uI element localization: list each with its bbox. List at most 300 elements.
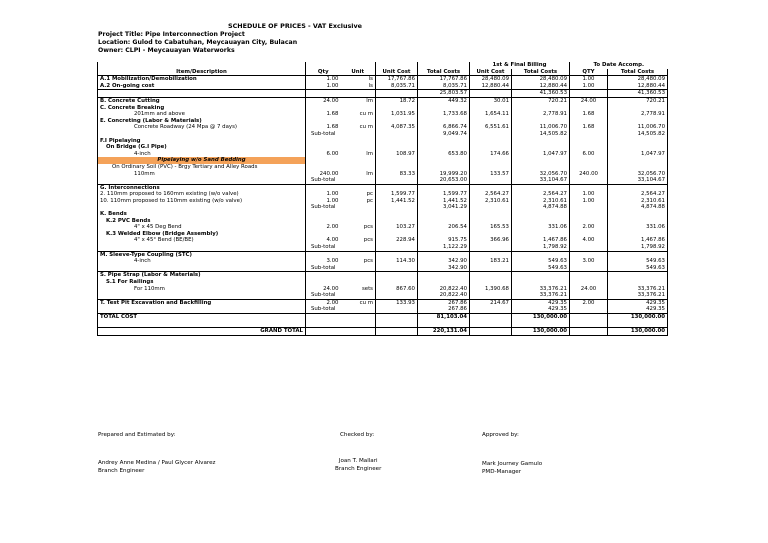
cell-todate-total-cost: 331.06	[608, 224, 668, 231]
prepared-label: Prepared and Estimated by:	[98, 432, 176, 438]
cell-item	[98, 90, 306, 98]
unit-cost-header: Unit Cost	[376, 69, 418, 76]
cell-billing-total-cost	[512, 138, 570, 145]
cell-unit	[341, 118, 376, 125]
cell-unit: pcs	[363, 237, 373, 244]
cell-unit-cost: 83.33	[376, 171, 418, 178]
cell-todate-qty	[570, 164, 608, 171]
cell-billing-total-cost: 14,505.82	[512, 131, 570, 138]
cell-billing-total-cost	[512, 272, 570, 279]
cell-billing-unit-cost	[470, 118, 512, 125]
cell-qty	[306, 184, 341, 191]
cell-total-cost: 20,653.00	[418, 177, 470, 184]
project-owner: Owner: CLPI - Meycauayan Waterworks	[98, 47, 235, 54]
cell-qty: 4.00	[306, 237, 341, 244]
cell-unit-cost: 1,031.95	[376, 111, 418, 118]
cell-total-cost: 81,103.04	[418, 313, 470, 320]
cell-item: K. Bends	[98, 211, 306, 218]
cell-qty: Sub-total	[306, 244, 341, 251]
cell-billing-total-cost: 429.35	[512, 306, 570, 313]
cell-qty	[306, 157, 341, 164]
table-row	[98, 258, 668, 265]
cell-billing-unit-cost	[470, 144, 512, 151]
schedule-table	[97, 62, 668, 336]
table-row	[98, 328, 668, 336]
cell-total-cost: 206.54	[418, 224, 470, 231]
cell-todate-total-cost: 1,047.97	[608, 151, 668, 158]
cell-total-cost: 1,733.68	[418, 111, 470, 118]
cell-item: A.1 Mobilization/Demobilization	[98, 76, 306, 83]
cell-total-cost: 1,599.77	[418, 191, 470, 198]
prepared-name: Andrey Anne Medina / Paul Glycer Alvarez	[98, 460, 216, 466]
cell-unit	[341, 251, 376, 258]
cell-qty: Sub-total	[306, 131, 341, 138]
cell-todate-total-cost: 429.35	[608, 299, 668, 306]
unit-header: Unit	[351, 68, 365, 75]
cell-qty	[306, 251, 341, 258]
table-row	[98, 191, 668, 198]
todate-header: To Date Accomp.	[570, 62, 668, 69]
cell-billing-total-cost: 41,360.53	[512, 90, 570, 98]
cell-billing-unit-cost	[470, 231, 512, 238]
cell-billing-unit-cost: 366.96	[470, 237, 512, 244]
prepared-signatory	[98, 460, 215, 475]
table-row	[98, 218, 668, 225]
table-row	[98, 211, 668, 218]
cell-billing-unit-cost	[470, 177, 512, 184]
cell-todate-qty: 24.00	[570, 286, 608, 293]
cell-qty: Sub-total	[306, 204, 341, 211]
cell-unit: pc	[366, 197, 373, 204]
table-row	[98, 177, 668, 184]
cell-todate-total-cost: 720.21	[608, 97, 668, 104]
cell-billing-total-cost: 33,376.21	[512, 286, 570, 293]
cell-unit-cost	[376, 231, 418, 238]
cell-billing-total-cost: 1,798.92	[512, 244, 570, 251]
cell-todate-qty	[570, 105, 608, 112]
cell-billing-total-cost: 33,376.21	[512, 292, 570, 299]
cell-item: E. Concreting (Labor & Materials)	[98, 118, 306, 125]
cell-qty	[306, 231, 341, 238]
cell-qty	[306, 321, 341, 328]
approved-title: PMD-Manager	[482, 468, 522, 475]
approved-signatory	[482, 461, 542, 476]
cell-unit	[341, 131, 376, 138]
table-row	[98, 313, 668, 320]
table-row	[98, 306, 668, 313]
todate-qty-header: QTY	[570, 69, 608, 76]
cell-qty	[306, 164, 341, 171]
cell-todate-qty: 3.00	[570, 258, 608, 265]
cell-billing-total-cost	[512, 184, 570, 191]
cell-qty: 24.00	[306, 97, 341, 104]
cell-todate-qty	[570, 157, 608, 164]
cell-billing-unit-cost	[470, 272, 512, 279]
cell-item: C. Concrete Breaking	[98, 105, 306, 112]
cell-billing-unit-cost	[470, 321, 512, 328]
table-row	[98, 90, 668, 98]
cell-billing-unit-cost	[470, 90, 512, 98]
cell-billing-unit-cost: 12,880.44	[470, 83, 512, 90]
cell-total-cost	[418, 144, 470, 151]
cell-todate-total-cost: 33,376.21	[608, 286, 668, 293]
cell-todate-qty	[570, 118, 608, 125]
checked-name: Joan T. Mallari	[338, 458, 378, 464]
cell-qty	[306, 211, 341, 218]
cell-todate-total-cost	[608, 157, 668, 164]
cell-qty: 1.68	[306, 124, 341, 131]
cell-todate-total-cost: 2,564.27	[608, 191, 668, 198]
project-title: Project Title: Pipe Interconnection Project	[98, 31, 245, 38]
cell-unit-cost: 108.97	[376, 151, 418, 158]
cell-unit: lm	[366, 150, 373, 157]
cell-unit-cost	[376, 105, 418, 112]
cell-unit	[341, 90, 376, 98]
cell-unit-cost	[376, 204, 418, 211]
cell-unit-cost	[376, 164, 418, 171]
cell-item: F.I Pipelaying	[98, 138, 306, 145]
qty-header: Qty	[306, 69, 341, 76]
cell-todate-total-cost	[608, 272, 668, 279]
table-row	[98, 299, 668, 306]
cell-todate-total-cost	[608, 218, 668, 225]
cell-total-cost: 20,822.40	[418, 292, 470, 299]
cell-unit-cost: 1,599.77	[376, 191, 418, 198]
cell-billing-unit-cost: 214.67	[470, 299, 512, 306]
approved-name: Mark Journey Gamulo	[482, 461, 543, 467]
cell-todate-total-cost: 2,310.61	[608, 198, 668, 205]
cell-qty: 1.00	[306, 83, 341, 90]
cell-unit	[341, 279, 376, 286]
cell-unit: ls	[368, 76, 373, 83]
table-row	[98, 171, 668, 178]
cell-qty: Sub-total	[306, 292, 341, 299]
table-row	[98, 164, 668, 171]
cell-unit: ls	[368, 82, 373, 89]
cell-total-cost	[418, 138, 470, 145]
cell-total-cost	[418, 164, 470, 171]
cell-billing-unit-cost	[470, 313, 512, 320]
cell-billing-unit-cost	[470, 184, 512, 191]
table-row	[98, 76, 668, 83]
cell-item: 4" x 45° Bend (BE/BE)	[98, 237, 306, 244]
cell-billing-unit-cost	[470, 211, 512, 218]
cell-todate-total-cost: 41,360.53	[608, 90, 668, 98]
cell-todate-qty: 2.00	[570, 224, 608, 231]
table-row	[98, 118, 668, 125]
cell-item: 110mm	[98, 171, 306, 178]
cell-item: Pipelaying w/o Sand Bedding	[98, 157, 306, 164]
cell-item: For 110mm	[98, 286, 306, 293]
cell-total-cost	[418, 272, 470, 279]
cell-qty: 2.00	[306, 299, 341, 306]
cell-todate-qty	[570, 177, 608, 184]
cell-todate-total-cost	[608, 279, 668, 286]
table-row	[98, 157, 668, 164]
cell-qty	[306, 138, 341, 145]
cell-item	[98, 292, 306, 299]
cell-item: 4-inch	[98, 151, 306, 158]
cell-todate-qty	[570, 279, 608, 286]
cell-item: K.3 Welded Elbow (Bridge Assembly)	[98, 231, 306, 238]
cell-billing-unit-cost	[470, 164, 512, 171]
cell-item: On Bridge (G.I Pipe)	[98, 144, 306, 151]
table-row	[98, 244, 668, 251]
cell-todate-total-cost	[608, 105, 668, 112]
table-row	[98, 292, 668, 299]
cell-qty: 1.00	[306, 198, 341, 205]
cell-todate-total-cost: 33,376.21	[608, 292, 668, 299]
total-costs-header: Total Costs	[418, 69, 470, 76]
cell-item	[98, 177, 306, 184]
cell-unit	[341, 138, 376, 145]
cell-item: A.2 On-going cost	[98, 83, 306, 90]
cell-total-cost: 267.86	[418, 299, 470, 306]
cell-billing-unit-cost: 2,310.61	[470, 198, 512, 205]
table-row	[98, 111, 668, 118]
cell-todate-qty: 4.00	[570, 237, 608, 244]
cell-unit: lm	[366, 170, 373, 177]
cell-unit	[341, 105, 376, 112]
cell-item: On Ordinary Soil (PVC) - Brgy Tertiary and Alley Roads	[98, 164, 306, 171]
cell-todate-qty	[570, 184, 608, 191]
billing-unit-cost-header: Unit Cost	[470, 69, 512, 76]
cell-unit: sets	[361, 285, 373, 292]
cell-todate-total-cost	[608, 321, 668, 328]
cell-todate-total-cost: 14,505.82	[608, 131, 668, 138]
cell-item: G. Interconnections	[98, 184, 306, 191]
cell-item	[98, 306, 306, 313]
cell-item: K.2 PVC Bends	[98, 218, 306, 225]
cell-billing-unit-cost	[470, 218, 512, 225]
cell-qty: Sub-total	[306, 306, 341, 313]
schedule-rows	[98, 76, 668, 336]
cell-todate-qty	[570, 272, 608, 279]
cell-total-cost	[418, 157, 470, 164]
cell-billing-unit-cost	[470, 204, 512, 211]
cell-unit-cost	[376, 279, 418, 286]
checked-title: Branch Engineer	[335, 465, 382, 472]
project-location: Location: Gulod to Cabatuhan, Meycauayan City, Bulacan	[98, 39, 298, 46]
cell-unit: pc	[366, 191, 373, 198]
prepared-title: Branch Engineer	[98, 467, 145, 474]
cell-unit	[341, 292, 376, 299]
cell-unit-cost	[376, 131, 418, 138]
cell-total-cost: 653.80	[418, 151, 470, 158]
cell-billing-unit-cost	[470, 279, 512, 286]
cell-todate-qty: 1.68	[570, 111, 608, 118]
cell-item: 2. 110mm proposed to 160mm existing (w/o valve)	[98, 191, 306, 198]
cell-billing-total-cost: 720.21	[512, 97, 570, 104]
cell-item	[98, 321, 306, 328]
table-row	[98, 224, 668, 231]
cell-unit-cost	[376, 265, 418, 272]
cell-billing-unit-cost: 133.57	[470, 171, 512, 178]
cell-billing-unit-cost: 1,390.68	[470, 286, 512, 293]
cell-item: T. Test Pit Excavation and Backfilling	[98, 299, 306, 306]
table-row	[98, 105, 668, 112]
cell-todate-total-cost: 549.63	[608, 258, 668, 265]
cell-unit-cost	[376, 138, 418, 145]
cell-qty: 1.68	[306, 111, 341, 118]
cell-qty	[306, 105, 341, 112]
cell-total-cost: 8,035.71	[418, 83, 470, 90]
table-row	[98, 251, 668, 258]
cell-billing-total-cost: 549.63	[512, 265, 570, 272]
cell-unit	[341, 265, 376, 272]
cell-unit-cost: 18.72	[376, 97, 418, 104]
table-row	[98, 272, 668, 279]
table-row	[98, 265, 668, 272]
cell-qty: 1.00	[306, 76, 341, 83]
cell-item: Concrete Roadway (24 Mpa @ 7 days)	[98, 124, 306, 131]
cell-qty: 240.00	[306, 171, 341, 178]
cell-todate-qty: 240.00	[570, 171, 608, 178]
cell-todate-total-cost: 130,000.00	[608, 313, 668, 320]
cell-total-cost: 6,866.74	[418, 124, 470, 131]
cell-total-cost: 17,767.86	[418, 76, 470, 83]
cell-unit	[341, 321, 376, 328]
cell-item: 201mm and above	[98, 111, 306, 118]
cell-todate-qty: 1.00	[570, 76, 608, 83]
cell-unit-cost	[376, 306, 418, 313]
cell-unit	[341, 204, 376, 211]
cell-qty	[306, 118, 341, 125]
cell-todate-qty	[570, 251, 608, 258]
cell-billing-unit-cost	[470, 105, 512, 112]
cell-total-cost: 20,822.40	[418, 286, 470, 293]
checked-label: Checked by:	[340, 432, 375, 438]
cell-billing-unit-cost	[470, 265, 512, 272]
cell-billing-unit-cost: 174.66	[470, 151, 512, 158]
cell-qty	[306, 279, 341, 286]
cell-unit-cost	[376, 177, 418, 184]
cell-qty: 24.00	[306, 286, 341, 293]
cell-todate-qty	[570, 131, 608, 138]
document-title: SCHEDULE OF PRICES - VAT Exclusive	[228, 22, 362, 30]
cell-todate-total-cost: 1,798.92	[608, 244, 668, 251]
table-row	[98, 83, 668, 90]
cell-unit	[341, 164, 376, 171]
cell-unit: cu m	[359, 299, 373, 306]
table-row	[98, 151, 668, 158]
cell-unit	[341, 218, 376, 225]
cell-unit-cost	[376, 211, 418, 218]
cell-todate-qty	[570, 265, 608, 272]
cell-item	[98, 244, 306, 251]
cell-total-cost	[418, 184, 470, 191]
cell-item	[98, 204, 306, 211]
cell-item: 4-inch	[98, 258, 306, 265]
cell-unit	[341, 177, 376, 184]
cell-qty	[306, 313, 341, 320]
cell-billing-unit-cost: 6,551.61	[470, 124, 512, 131]
cell-todate-total-cost	[608, 164, 668, 171]
cell-qty: 1.00	[306, 191, 341, 198]
table-row	[98, 184, 668, 191]
cell-unit-cost	[376, 90, 418, 98]
cell-total-cost: 220,131.04	[418, 328, 470, 336]
cell-billing-unit-cost: 165.53	[470, 224, 512, 231]
cell-total-cost: 3,041.29	[418, 204, 470, 211]
cell-qty: 6.00	[306, 151, 341, 158]
cell-unit-cost: 4,087.35	[376, 124, 418, 131]
table-row	[98, 204, 668, 211]
cell-todate-total-cost: 130,000.00	[608, 328, 668, 336]
cell-unit: cu m	[359, 111, 373, 118]
cell-unit-cost	[376, 328, 418, 336]
cell-unit-cost	[376, 292, 418, 299]
cell-todate-qty: 24.00	[570, 97, 608, 104]
cell-total-cost: 342.90	[418, 265, 470, 272]
cell-qty: 2.00	[306, 224, 341, 231]
cell-billing-total-cost: 549.63	[512, 258, 570, 265]
table-row	[98, 131, 668, 138]
cell-total-cost	[418, 231, 470, 238]
cell-todate-total-cost	[608, 138, 668, 145]
cell-billing-total-cost: 28,480.09	[512, 76, 570, 83]
cell-unit	[341, 184, 376, 191]
cell-todate-total-cost: 11,006.70	[608, 124, 668, 131]
cell-billing-total-cost: 2,564.27	[512, 191, 570, 198]
cell-total-cost: 25,803.57	[418, 90, 470, 98]
cell-qty: Sub-total	[306, 177, 341, 184]
cell-billing-unit-cost	[470, 328, 512, 336]
cell-total-cost	[418, 251, 470, 258]
table-row	[98, 144, 668, 151]
cell-billing-total-cost: 33,104.67	[512, 177, 570, 184]
cell-todate-qty	[570, 211, 608, 218]
cell-billing-total-cost: 1,467.86	[512, 237, 570, 244]
cell-total-cost	[418, 105, 470, 112]
cell-item	[98, 265, 306, 272]
cell-qty	[306, 90, 341, 98]
cell-qty	[306, 272, 341, 279]
cell-billing-unit-cost: 1,654.11	[470, 111, 512, 118]
item-header: Item/Description	[98, 69, 306, 76]
cell-billing-total-cost: 1,047.97	[512, 151, 570, 158]
cell-unit-cost	[376, 272, 418, 279]
cell-billing-total-cost	[512, 251, 570, 258]
cell-unit	[341, 244, 376, 251]
cell-unit-cost	[376, 118, 418, 125]
cell-qty	[306, 328, 341, 336]
cell-unit-cost	[376, 313, 418, 320]
todate-total-costs-header: Total Costs	[608, 69, 668, 76]
cell-billing-unit-cost: 28,480.09	[470, 76, 512, 83]
cell-billing-total-cost: 429.35	[512, 299, 570, 306]
cell-todate-total-cost: 32,056.70	[608, 171, 668, 178]
cell-todate-qty: 1.68	[570, 124, 608, 131]
table-row	[98, 124, 668, 131]
cell-unit-cost: 17,767.86	[376, 76, 418, 83]
cell-unit-cost: 1,441.52	[376, 198, 418, 205]
cell-todate-total-cost: 549.63	[608, 265, 668, 272]
cell-unit: lm	[366, 97, 373, 104]
cell-qty	[306, 144, 341, 151]
cell-billing-total-cost: 331.06	[512, 224, 570, 231]
cell-total-cost	[418, 279, 470, 286]
cell-total-cost: 9,049.74	[418, 131, 470, 138]
billing-header: 1st & Final Billing	[470, 62, 570, 69]
cell-unit	[341, 272, 376, 279]
cell-unit	[341, 306, 376, 313]
cell-total-cost: 342.90	[418, 258, 470, 265]
cell-unit-cost: 103.27	[376, 224, 418, 231]
cell-billing-total-cost: 12,880.44	[512, 83, 570, 90]
cell-billing-unit-cost: 30.01	[470, 97, 512, 104]
cell-todate-qty	[570, 231, 608, 238]
